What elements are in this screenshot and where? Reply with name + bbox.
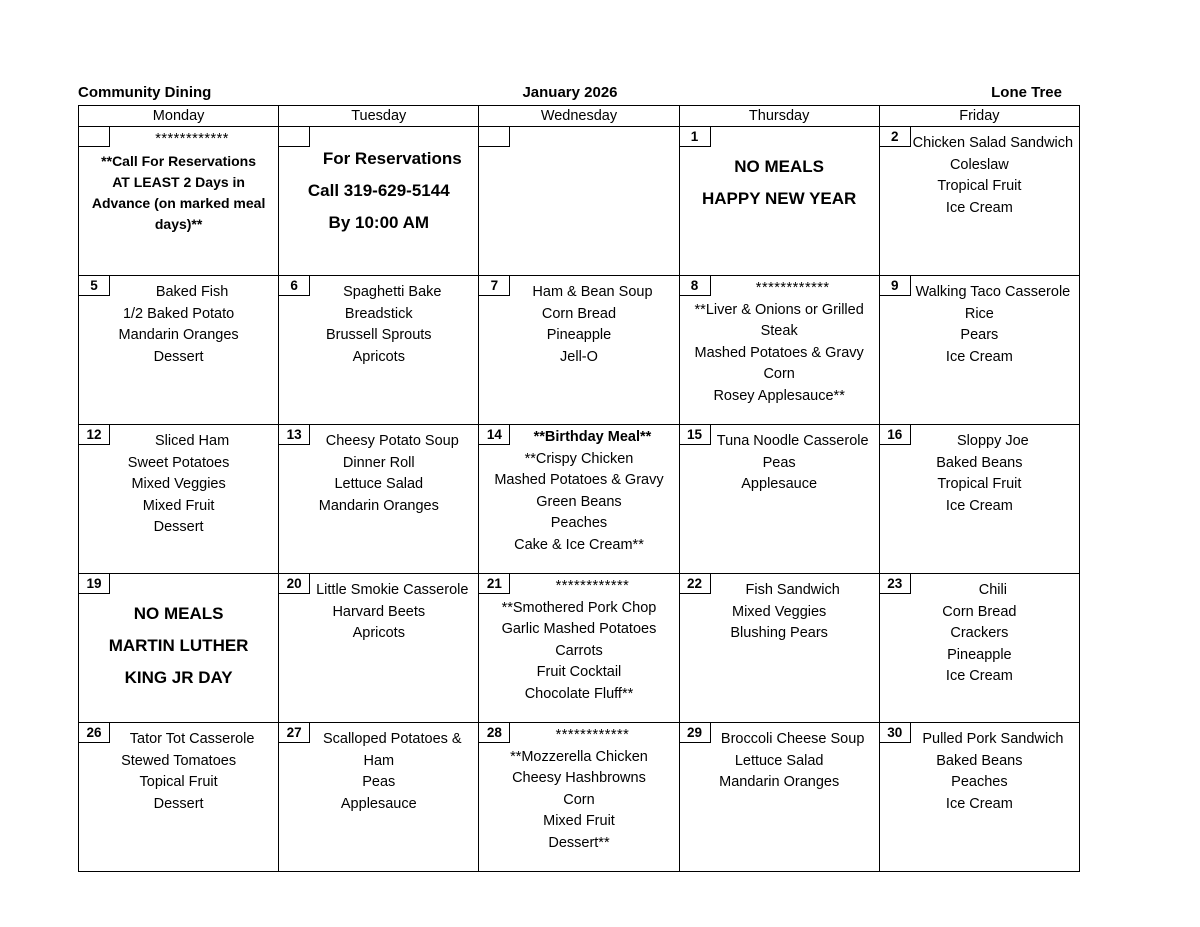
menu-item: Mixed Veggies (732, 603, 827, 620)
menu-item: Walking Taco Casserole (915, 284, 1071, 300)
calendar-day-22[interactable] (679, 574, 879, 723)
day-number (479, 127, 510, 147)
menu-item: Ice Cream (945, 795, 1013, 812)
menu-item: Rice (964, 305, 994, 322)
menu-item: Pears (960, 327, 999, 343)
day-number: 2 (880, 127, 911, 147)
special-meal-title: **Birthday Meal** (533, 429, 652, 445)
calendar-day-29[interactable] (679, 723, 879, 872)
menu-item: Ice Cream (945, 348, 1013, 365)
menu-item: Dinner Roll (342, 454, 415, 471)
calendar-week-row (79, 574, 1080, 723)
star-divider: ************ (155, 131, 229, 147)
day-number: 30 (880, 723, 911, 743)
weekday-header-tuesday: Tuesday (279, 106, 479, 127)
calendar-day-14[interactable] (479, 425, 679, 574)
calendar-day-13[interactable] (279, 425, 479, 574)
calendar-header (78, 84, 1080, 105)
calendar-week-row (79, 425, 1080, 574)
day-number: 27 (279, 723, 310, 743)
calendar-week-row (79, 723, 1080, 872)
menu-item: Chicken Salad Sandwich (912, 135, 1074, 151)
closure-notice-line: MARTIN LUTHER (108, 636, 249, 655)
day-number: 26 (79, 723, 110, 743)
menu-item: Applesauce (340, 795, 417, 812)
weekday-header-wednesday: Wednesday (479, 106, 679, 127)
menu-item: **Crispy Chicken (524, 450, 634, 467)
calendar-day-30[interactable] (879, 723, 1079, 872)
menu-item: Lettuce Salad (734, 752, 824, 769)
day-number: 22 (680, 574, 711, 594)
menu-item: Mixed Fruit (142, 497, 215, 514)
menu-item: **Liver & Onions or Grilled Steak (694, 301, 864, 339)
menu-item: Brussell Sprouts (325, 327, 432, 343)
day-number: 7 (479, 276, 510, 296)
menu-calendar-table (78, 105, 1080, 872)
menu-item: Mixed Veggies (131, 476, 226, 492)
menu-item: Corn Bread (942, 603, 1017, 620)
closure-notice-line: NO MEALS (734, 157, 825, 176)
calendar-day-2[interactable] (879, 127, 1079, 276)
calendar-day-15[interactable] (679, 425, 879, 574)
menu-item: Tuna Noodle Casserole (716, 433, 869, 449)
menu-item: Stewed Tomatoes (121, 752, 237, 769)
day-number: 29 (680, 723, 711, 743)
menu-item: Crackers (950, 625, 1009, 641)
calendar-day-21[interactable] (479, 574, 679, 723)
menu-item: Ice Cream (945, 497, 1013, 514)
menu-item: Corn (563, 791, 595, 808)
calendar-day-20[interactable] (279, 574, 479, 723)
reservation-line: By 10:00 AM (328, 213, 430, 232)
menu-item: Sliced Ham (155, 433, 230, 449)
menu-item: Ice Cream (945, 199, 1013, 216)
menu-item: Mashed Potatoes & Gravy (494, 472, 664, 488)
day-number: 1 (680, 127, 711, 147)
menu-item: Cheesy Hashbrowns (512, 770, 646, 786)
menu-item: Green Beans (536, 493, 622, 510)
day-number (79, 127, 110, 147)
calendar-day-5[interactable] (79, 276, 279, 425)
menu-item: Fish Sandwich (745, 582, 840, 598)
menu-item: Tator Tot Casserole (129, 731, 255, 747)
menu-item: Tropical Fruit (937, 476, 1022, 492)
closure-notice-line: NO MEALS (133, 604, 224, 623)
program-title: Community Dining (78, 84, 212, 101)
day-number: 14 (479, 425, 510, 445)
menu-item: Pineapple (947, 646, 1012, 663)
day-number: 5 (79, 276, 110, 296)
day-number: 23 (880, 574, 911, 594)
calendar-body (79, 127, 1080, 872)
menu-item: Dessert (153, 795, 204, 812)
star-divider: ************ (555, 578, 630, 594)
star-divider: ************ (755, 280, 830, 296)
day-number: 16 (880, 425, 911, 445)
menu-item: Dessert (153, 348, 204, 365)
menu-item: Broccoli Cheese Soup (720, 731, 865, 747)
menu-item: Spaghetti Bake (343, 284, 442, 300)
menu-item: Dessert** (548, 834, 610, 851)
menu-item: Breadstick (344, 305, 413, 322)
menu-item: Mandarin Oranges (318, 497, 439, 514)
menu-item: Ham & Bean Soup (532, 284, 653, 300)
calendar-week-row (79, 276, 1080, 425)
menu-item: Mandarin Oranges (719, 774, 840, 790)
menu-item: **Smothered Pork Chop (501, 599, 657, 616)
menu-item: Cheesy Potato Soup (325, 433, 459, 449)
calendar-day-23[interactable] (879, 574, 1079, 723)
menu-item: Chocolate Fluff** (524, 685, 634, 702)
day-number: 15 (680, 425, 711, 445)
calendar-day-6[interactable] (279, 276, 479, 425)
day-number: 13 (279, 425, 310, 445)
calendar-day-7[interactable] (479, 276, 679, 425)
menu-item: Sweet Potatoes (127, 454, 230, 471)
menu-item: Lettuce Salad (334, 476, 424, 492)
weekday-header-thursday: Thursday (679, 106, 879, 127)
calendar-day-16[interactable] (879, 425, 1079, 574)
closure-notice-line: HAPPY NEW YEAR (702, 189, 857, 208)
menu-item: Mashed Potatoes & Gravy (694, 344, 864, 361)
day-number: 19 (79, 574, 110, 594)
calendar-day-27[interactable] (279, 723, 479, 872)
menu-item: Little Smokie Casserole (316, 582, 469, 598)
menu-item: Coleslaw (949, 156, 1009, 173)
menu-item: Cake & Ice Cream** (514, 536, 644, 553)
menu-item: Peas (762, 454, 796, 471)
menu-item: Carrots (555, 642, 603, 659)
menu-item: Rosey Applesauce** (713, 387, 845, 404)
menu-item: Mixed Fruit (543, 813, 615, 829)
menu-item: Pineapple (546, 327, 612, 343)
menu-item: **Mozzerella Chicken (510, 748, 648, 765)
day-number: 9 (880, 276, 911, 296)
day-number: 8 (680, 276, 711, 296)
calendar-day-12[interactable] (79, 425, 279, 574)
calendar-day-empty[interactable] (279, 127, 479, 276)
month-title: January 2026 (522, 84, 618, 101)
location-title: Lone Tree (991, 84, 1062, 101)
menu-item: Baked Beans (936, 752, 1023, 769)
menu-item: Applesauce (741, 476, 818, 492)
menu-item: Peaches (550, 515, 608, 531)
day-number (279, 127, 310, 147)
calendar-page (78, 84, 1080, 872)
menu-item: Scalloped Potatoes & Ham (322, 731, 462, 769)
menu-item: Corn Bread (541, 305, 617, 322)
calendar-day-9[interactable] (879, 276, 1079, 425)
weekday-header-friday: Friday (879, 106, 1079, 127)
reservation-line: Call 319-629-5144 (307, 181, 450, 200)
menu-item: Corn (763, 366, 795, 382)
menu-item: Sloppy Joe (957, 433, 1029, 449)
calendar-day-26[interactable] (79, 723, 279, 872)
weekday-header-monday: Monday (79, 106, 279, 127)
menu-item: Apricots (352, 625, 405, 641)
calendar-day-empty[interactable] (79, 127, 279, 276)
menu-item: 1/2 Baked Potato (122, 305, 235, 322)
menu-item: Garlic Mashed Potatoes (501, 621, 657, 637)
day-number: 28 (479, 723, 510, 743)
calendar-day-1[interactable] (679, 127, 879, 276)
calendar-day-8[interactable] (679, 276, 879, 425)
day-number: 6 (279, 276, 310, 296)
calendar-day-19[interactable] (79, 574, 279, 723)
day-number: 21 (479, 574, 510, 594)
menu-item: Peas (362, 774, 396, 790)
day-number: 12 (79, 425, 110, 445)
menu-item: Harvard Beets (332, 603, 426, 620)
menu-item: Blushing Pears (730, 625, 828, 641)
calendar-day-28[interactable] (479, 723, 679, 872)
calendar-day-empty[interactable] (479, 127, 679, 276)
menu-item: Apricots (352, 348, 405, 365)
menu-item: Topical Fruit (139, 774, 218, 790)
menu-item: Baked Fish (155, 284, 229, 300)
calendar-week-row (79, 127, 1080, 276)
menu-item: Chili (978, 582, 1007, 598)
menu-item: Ice Cream (945, 668, 1013, 684)
menu-item: Pulled Pork Sandwich (922, 731, 1064, 747)
closure-notice-line: KING JR DAY (124, 668, 233, 687)
reservation-line: For Reservations (322, 149, 462, 168)
menu-item: Mandarin Oranges (118, 327, 239, 343)
reservation-note: **Call For Reservations AT LEAST 2 Days in Advance (on marked meal days)** (91, 152, 266, 232)
menu-item: Dessert (153, 519, 204, 535)
star-divider: ************ (555, 727, 630, 743)
menu-item: Fruit Cocktail (536, 664, 622, 680)
weekday-header-row (79, 106, 1080, 127)
menu-item: Tropical Fruit (937, 178, 1022, 194)
day-number: 20 (279, 574, 310, 594)
menu-item: Jell-O (560, 348, 598, 365)
menu-item: Baked Beans (936, 454, 1023, 471)
menu-item: Peaches (951, 774, 1008, 790)
